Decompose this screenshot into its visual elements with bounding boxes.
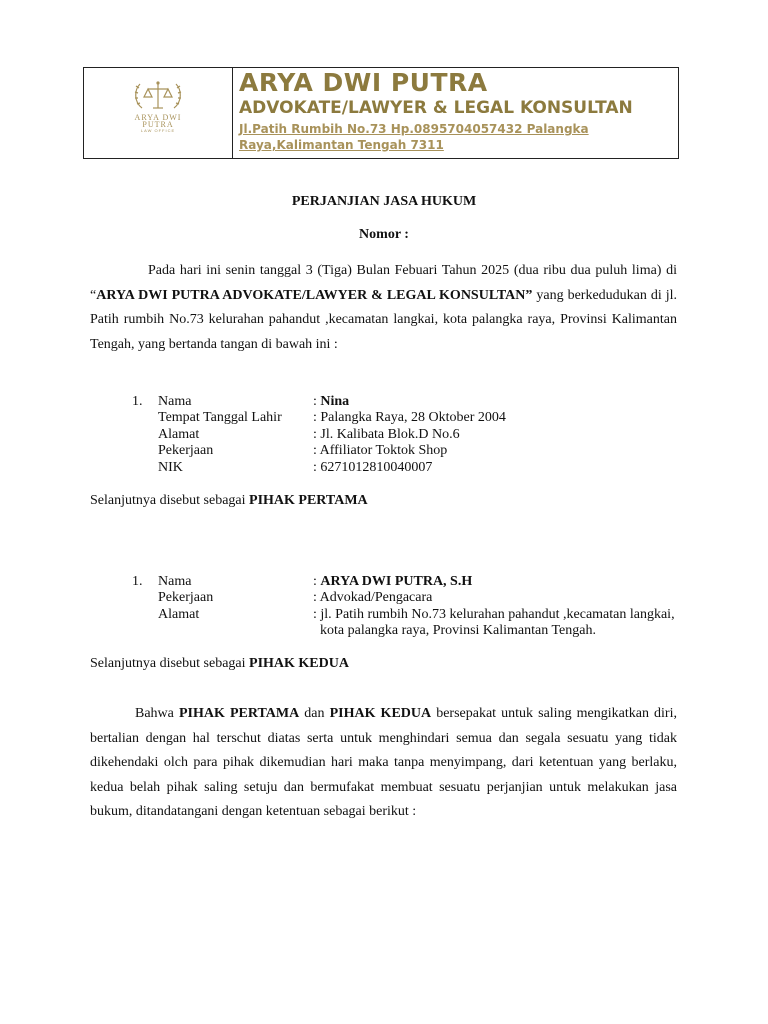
agreement-party1: PIHAK PERTAMA [178,706,300,721]
firm-name: ARYA DWI PUTRA [239,68,488,97]
party2-row-alamat [132,607,675,640]
logo-cell [84,68,233,158]
logo-text-line1: ARYA DWI [134,113,182,122]
party1-label: Pekerjaan [158,443,214,459]
intro-line3: Patih rumbih No.73 kelurahan pahandut ,kecamatan langkai, kota palangka raya, Provinsi Kalimantan [90,312,677,327]
party1-designation [90,493,368,509]
party1-designation-prefix: Selanjutnya disebut sebagai [90,493,250,508]
party1-designation-bold: PIHAK PERTAMA [249,493,368,508]
logo-text-line2: PUTRA [142,120,174,129]
logo-subtext: LAW OFFICE [140,128,176,133]
agreement-lead: Bahwa [135,706,179,721]
party2-label: Nama [158,574,192,589]
party2-value: : Advokad/Pengacara [313,590,433,606]
party1-value: : Affiliator Toktok Shop [313,443,448,459]
intro-paragraph [90,259,677,357]
party2-designation-bold: PIHAK KEDUA [249,656,349,671]
intro-firm-bold: ARYA DWI PUTRA ADVOKATE/LAWYER & LEGAL KONSULTAN” [96,287,533,303]
intro-line2-rest: yang berkedudukan di jl. [532,287,678,303]
intro-line1: Pada hari ini senin tanggal 3 (Tiga) Bulan Febuari Tahun 2025 (dua ribu dua puluh lima) di [148,263,677,278]
party1-name-value: Nina [320,394,350,409]
party1-address-value: Jl. Kalibata Blok.D No.6 [320,426,460,442]
letterhead-info [233,68,678,158]
party1-label: Nama [158,394,192,409]
party1-row-alamat [132,427,506,443]
agreement-paragraph [90,702,677,825]
document-number: Nomor : [359,227,409,242]
firm-address-line1: Jl.Patih Rumbih No.73 Hp.0895704057432 Palangka [239,122,589,136]
party2-label: Alamat [158,606,200,622]
party1-value: : Nina [313,394,350,409]
party1-table [132,394,506,476]
party2-designation-prefix: Selanjutnya disebut sebagai [90,656,250,671]
firm-title: ADVOKATE/LAWYER & LEGAL KONSULTAN [239,98,633,118]
scales-of-justice-icon [130,78,186,114]
party2-row-nama [132,574,675,590]
party2-designation [90,656,349,672]
party1-number: 1. [132,394,143,409]
party1-label: NIK [158,459,183,475]
party2-address-value: jl. Patih rumbih No.73 kelurahan pahandut ,kecamatan langkai, [320,606,675,622]
letterhead [83,67,679,159]
party2-table [132,574,675,640]
party1-value: : 6271012810040007 [313,459,433,475]
party2-row-pekerjaan [132,590,675,606]
party2-value: : ARYA DWI PUTRA, S.H [313,574,473,589]
agreement-line3: dikehendaki olch para pihak dikemudian hari maka tanpa menyimpang, dari ketentuan yang berlaku, [90,755,677,770]
party2-job-value: Advokad/Pengacara [319,590,433,606]
agreement-mid: dan [299,706,330,721]
intro-line4: Tengah, yang bertanda tangan di bawah ini : [90,336,338,352]
firm-address [239,121,639,153]
party2-value: : jl. Patih rumbih No.73 kelurahan pahandut ,kecamatan langkai, kota palangka raya, Provinsi Kalimantan Tengah. [313,606,675,639]
party2-address-value2: kota palangka raya, Provinsi Kalimantan Tengah. [320,623,596,639]
party1-row-nama [132,394,506,410]
firm-address-line2: Raya,Kalimantan Tengah 7311 [239,138,444,152]
document-title: PERJANJIAN JASA HUKUM [291,194,477,209]
party1-label: Alamat [158,426,200,442]
firm-logo [112,78,204,150]
party2-number: 1. [132,574,143,589]
party1-value: : Jl. Kalibata Blok.D No.6 [313,426,460,442]
party1-job-value: Affiliator Toktok Shop [319,443,448,459]
party1-nik-value: 6271012810040007 [320,459,433,475]
party1-label: Tempat Tanggal Lahir [158,410,282,426]
agreement-line5: bukum, ditandatangani dengan ketentuan sebagai berikut : [90,804,417,819]
party1-birth-value: Palangka Raya, 28 Oktober 2004 [320,410,506,426]
party1-value: : Palangka Raya, 28 Oktober 2004 [313,410,506,426]
party1-row-nik [132,460,506,476]
agreement-line4: kedua belah pihak saling setuju dan bermufakat membuat sesuatu perjanjian untuk melakukan jasa [90,779,677,795]
agreement-party2: PIHAK KEDUA [329,706,432,721]
party2-label: Pekerjaan [158,590,214,606]
party1-row-pekerjaan [132,443,506,459]
intro-quote: “ [90,287,97,303]
party1-row-ttl [132,410,506,426]
party2-name-value: ARYA DWI PUTRA, S.H [320,574,473,589]
agreement-rest1: bersepakat untuk saling mengikatkan diri, [431,706,677,721]
agreement-line2: bertalian dengan hal terschut diatas serta untuk menghindari semua dan segala sesuatu yang tidak [90,730,677,746]
